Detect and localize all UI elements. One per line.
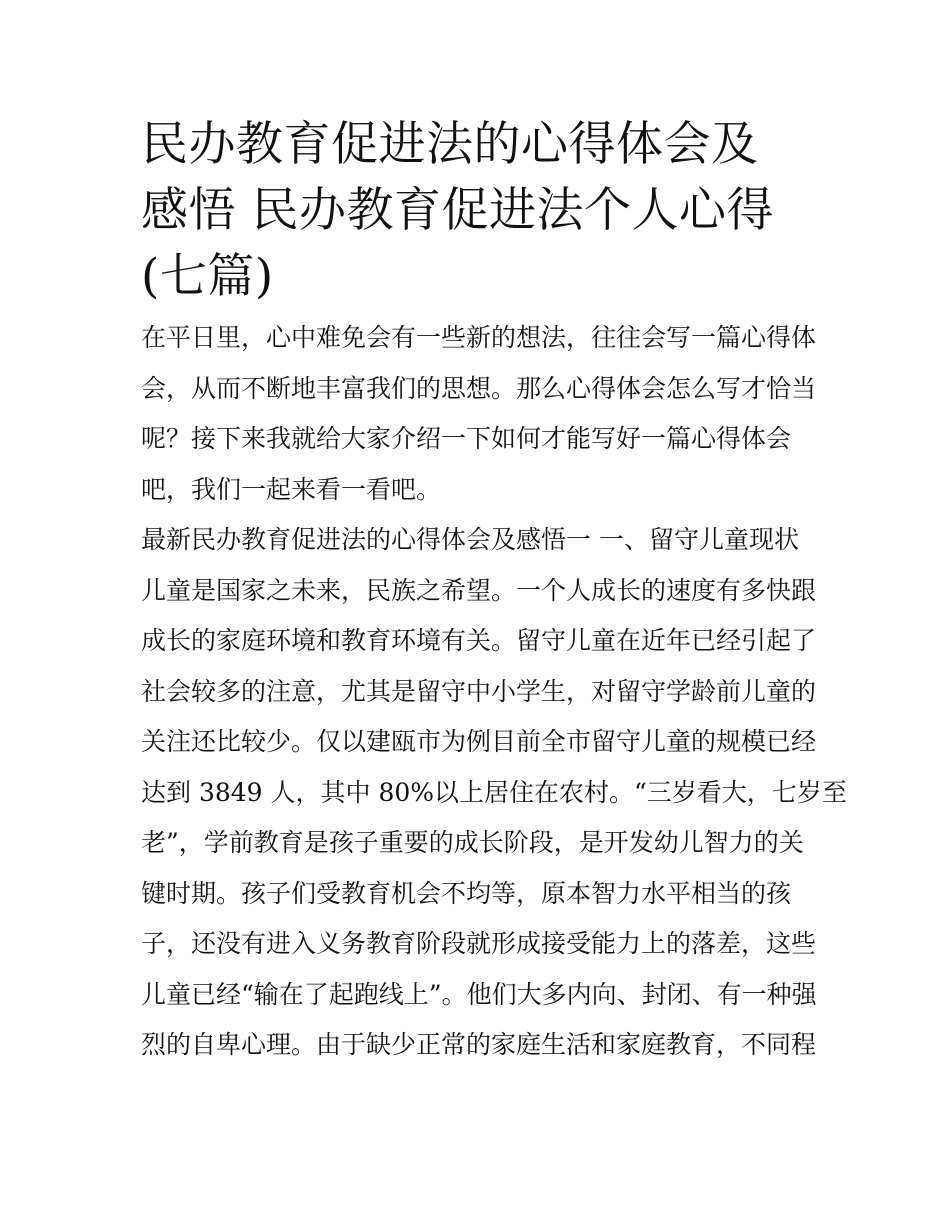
body-line: 会，从而不断地丰富我们的思想。那么心得体会怎么写才恰当 (141, 373, 817, 403)
document-title (141, 112, 813, 310)
body-line: 儿童已经“输在了起跑线上”。他们大多内向、封闭、有一种强 (141, 979, 817, 1009)
title-line: 民办教育促进法的心得体会及 (141, 117, 759, 172)
intro-paragraph (141, 313, 817, 515)
title-line: 感悟 民办教育促进法个人心得 (141, 183, 774, 238)
body-line: 在平日里，心中难免会有一些新的想法，往往会写一篇心得体 (141, 323, 817, 352)
body-line: 子，还没有进入义务教育阶段就形成接受能力上的落差，这些 (141, 929, 817, 958)
title-line: (七篇) (141, 249, 274, 304)
body-line: 儿童是国家之未来，民族之希望。一个人成长的速度有多快跟 (141, 575, 817, 605)
body-line: 达到 3849 人，其中 80%以上居住在农村。“三岁看大，七岁至 (141, 777, 847, 807)
body-line: 老”，学前教育是孩子重要的成长阶段，是开发幼儿智力的关 (141, 828, 804, 857)
body-line: 关注还比较少。仅以建瓯市为例目前全市留守儿童的规模已经 (141, 727, 817, 756)
document-content (141, 112, 847, 1071)
body-line: 吧，我们一起来看一看吧。 (141, 474, 442, 504)
body-line: 呢？接下来我就给大家介绍一下如何才能写好一篇心得体会 (141, 424, 792, 453)
body-line: 成长的家庭环境和教育环境有关。留守儿童在近年已经引起了 (141, 626, 817, 655)
body-line: 最新民办教育促进法的心得体会及感悟一 一、留守儿童现状 (141, 525, 799, 554)
section-one-paragraph (141, 515, 847, 1071)
body-line: 键时期。孩子们受教育机会不均等，原本智力水平相当的孩 (141, 878, 792, 908)
body-line: 烈的自卑心理。由于缺少正常的家庭生活和家庭教育，不同程 (141, 1030, 817, 1059)
body-line: 社会较多的注意，尤其是留守中小学生，对留守学龄前儿童的 (141, 676, 817, 706)
